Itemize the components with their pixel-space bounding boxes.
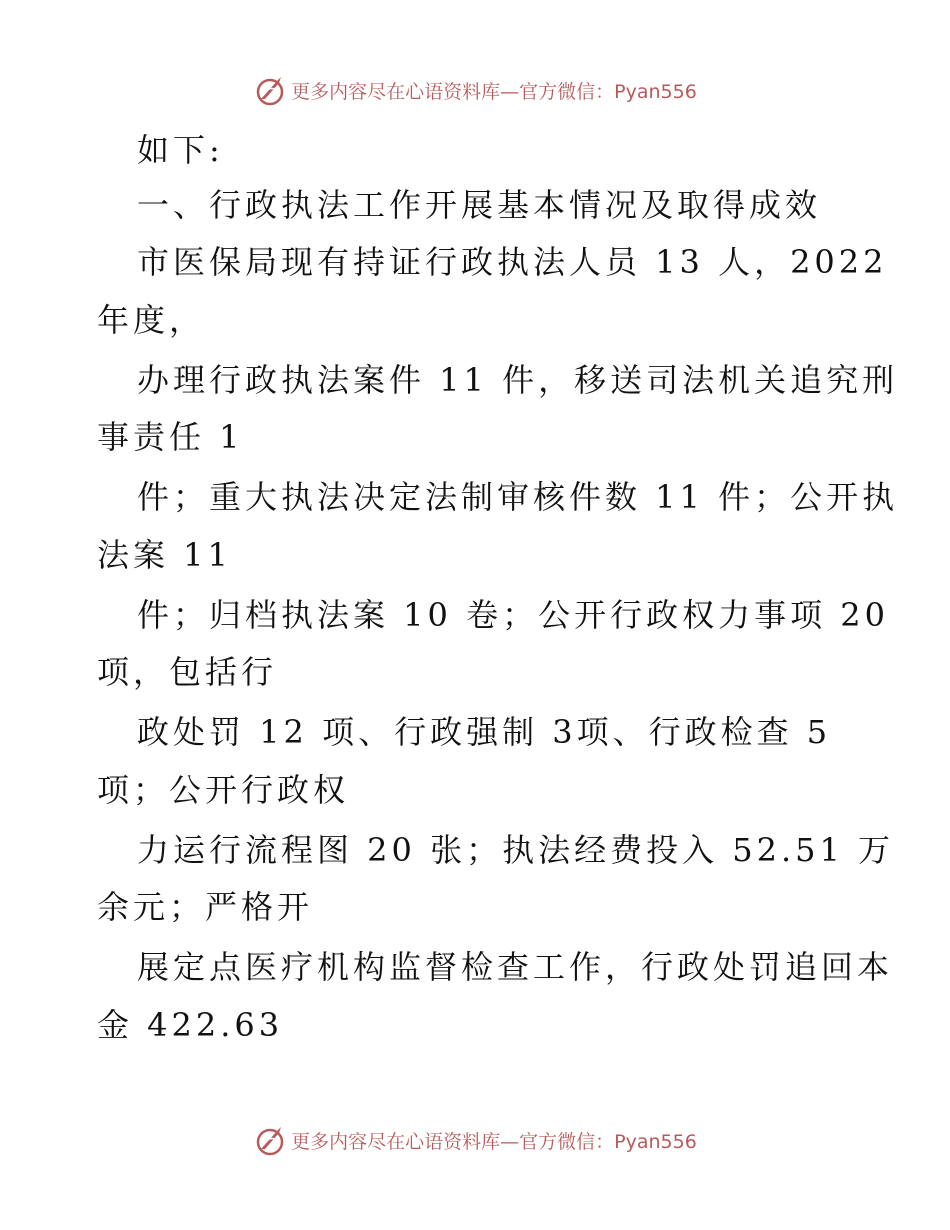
body-line: 事责任 1 — [97, 418, 244, 456]
section-heading: 一、行政执法工作开展基本情况及取得成效 — [137, 186, 822, 224]
body-line: 力运行流程图 20 张；执法经费投入 52.51 万 — [137, 831, 895, 869]
watermark-wechat-id: Pyan556 — [614, 1130, 697, 1153]
body-line: 展定点医疗机构监督检查工作，行政处罚追回本 — [137, 948, 894, 986]
body-line: 件；重大执法决定法制审核件数 11 件；公开执 — [137, 478, 899, 516]
header-watermark — [0, 70, 950, 110]
quill-pen-logo-icon — [253, 73, 287, 107]
body-line: 余元；严格开 — [97, 888, 314, 926]
body-line: 金 422.63 — [97, 1006, 284, 1044]
body-line: 法案 11 — [97, 536, 232, 574]
footer-watermark — [0, 1120, 950, 1160]
body-line: 办理行政执法案件 11 件，移送司法机关追究刑 — [137, 361, 899, 399]
body-line: 项；公开行政权 — [97, 771, 350, 809]
watermark-text — [291, 77, 697, 104]
body-line: 政处罚 12 项、行政强制 3项、行政检查 5 — [137, 713, 832, 751]
body-line: 项，包括行 — [97, 653, 278, 691]
watermark-main-text: 更多内容尽在心语资料库—官方微信： — [291, 80, 615, 103]
watermark-wechat-id: Pyan556 — [614, 80, 697, 103]
watermark-main-text: 更多内容尽在心语资料库—官方微信： — [291, 1130, 615, 1153]
body-line: 件；归档执法案 10 卷；公开行政权力事项 20 — [137, 596, 889, 634]
watermark-text — [291, 1127, 697, 1154]
quill-pen-logo-icon — [253, 1123, 287, 1157]
body-line: 如下: — [137, 131, 224, 169]
body-line: 市医保局现有持证行政执法人员 13 人，2022 — [137, 243, 888, 281]
body-line: 年度， — [97, 301, 206, 339]
